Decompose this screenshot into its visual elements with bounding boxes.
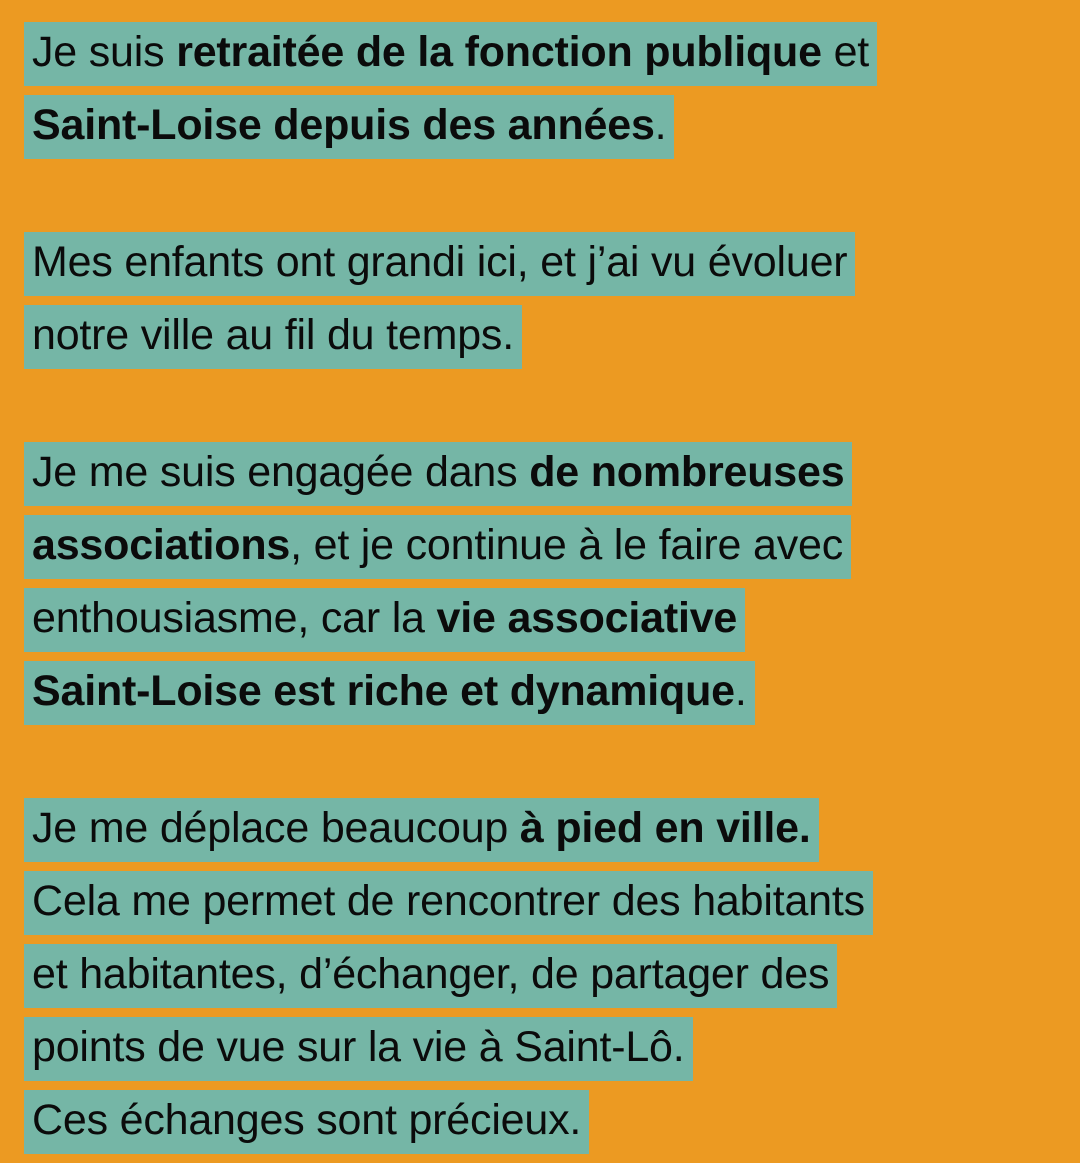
paragraph-gap [24,734,1024,798]
highlighted-line [24,232,855,296]
bold-text: à pied en ville. [519,804,811,852]
bold-text: retraitée de la fonction publique [176,28,822,76]
text-run: Je suis [32,28,177,76]
highlighted-line [24,305,522,369]
bold-text: de nombreuses [529,448,845,496]
text-run: et habitantes, d’échanger, de partager des [32,950,830,998]
paragraph-2 [24,232,1024,378]
bold-text: vie associative [436,594,738,642]
highlighted-line [24,22,877,86]
highlighted-line [24,515,851,579]
text-run: enthousiasme, car la [32,594,437,642]
highlighted-line [24,1017,693,1081]
paragraph-4 [24,798,1024,1163]
text-run: Je me suis engagée dans [32,448,530,496]
bold-text: Saint-Loise est riche et dynamique [32,667,735,715]
paragraph-1 [24,22,1024,168]
text-run: , et je continue à le faire avec [290,521,844,569]
highlighted-line [24,798,819,862]
paragraph-gap [24,378,1024,442]
text-run: notre ville au fil du temps. [32,311,514,359]
highlighted-line [24,442,852,506]
paragraph-3 [24,442,1024,734]
text-run: points de vue sur la vie à Saint-Lô. [32,1023,685,1071]
highlighted-line [24,588,745,652]
bold-text: associations [32,521,291,569]
text-run: Ces échanges sont précieux. [32,1096,582,1144]
text-run: . [734,667,747,715]
text-run: et [821,28,870,76]
text-run: Cela me permet de rencontrer des habitants [32,877,865,925]
quote-text-block [24,22,1024,1163]
text-run: Je me déplace beaucoup [32,804,520,852]
highlighted-line [24,871,873,935]
highlighted-line [24,944,837,1008]
highlighted-line [24,95,674,159]
highlighted-line [24,1090,589,1154]
paragraph-gap [24,168,1024,232]
bold-text: Saint-Loise depuis des années [32,101,655,149]
text-run: Mes enfants ont grandi ici, et j’ai vu évoluer [32,238,848,286]
text-run: . [654,101,667,149]
highlighted-line [24,661,755,725]
